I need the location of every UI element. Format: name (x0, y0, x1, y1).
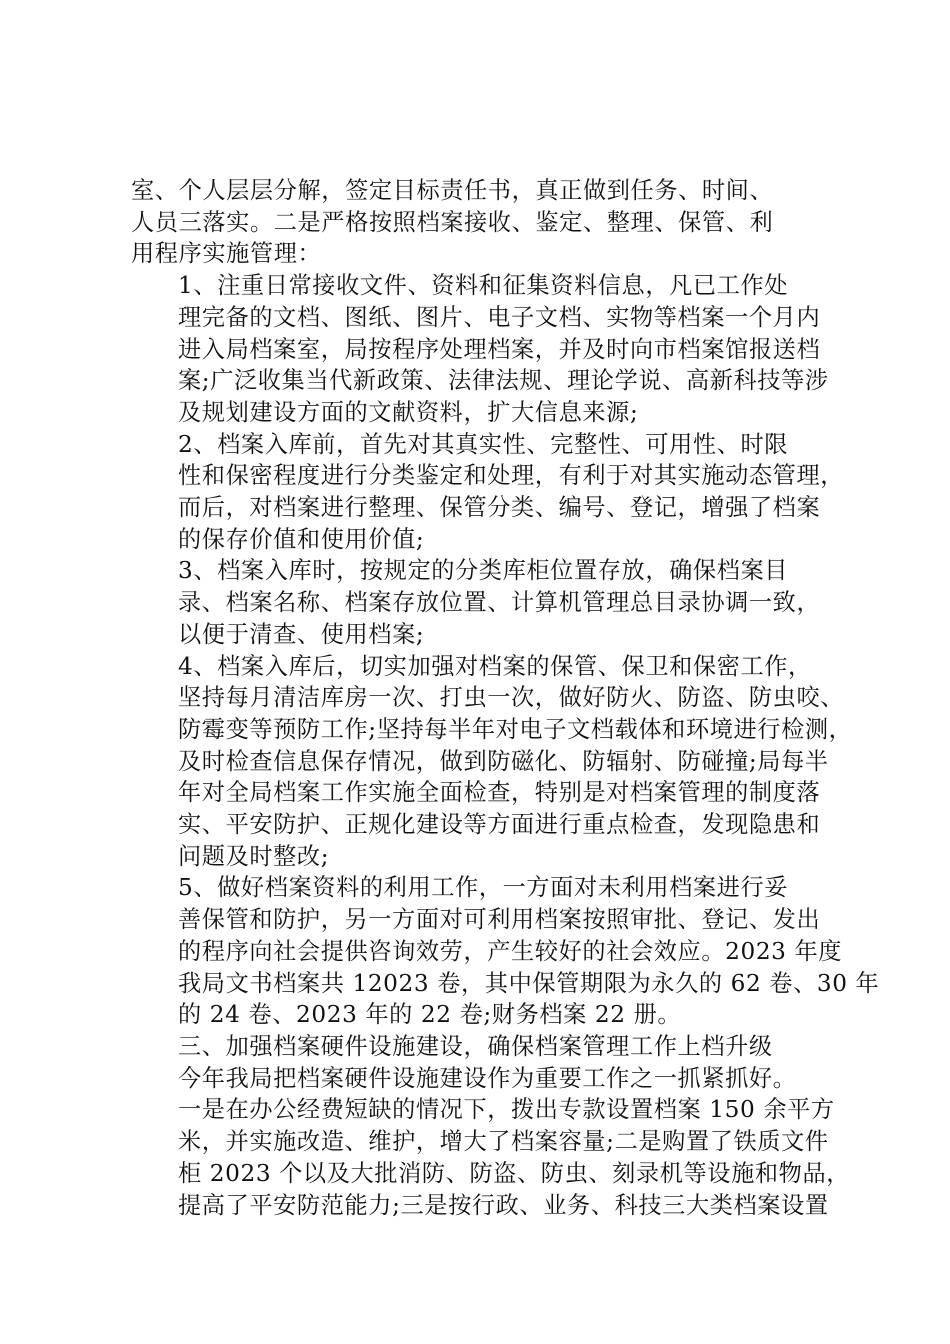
text-line: 而后，对档案进行整理、保管分类、编号、登记，增强了档案 (178, 494, 821, 522)
text-line: 理完备的文档、图纸、图片、电子文档、实物等档案一个月内 (178, 303, 821, 331)
text-line: 及规划建设方面的文献资料，扩大信息来源; (178, 398, 639, 426)
text-line: 案;广泛收集当代新政策、法律法规、理论学说、高新科技等涉 (178, 367, 829, 395)
text-line: 一是在办公经费短缺的情况下，拨出专款设置档案 150 余平方 (178, 1096, 835, 1124)
text-line: 提高了平安防范能力;三是按行政、业务、科技三大类档案设置 (178, 1191, 829, 1219)
paragraph (131, 651, 853, 873)
text-line: 防霉变等预防工作;坚持每半年对电子文档载体和环境进行检测， (178, 715, 853, 743)
text-line: 1、注重日常接收文件、资料和征集资料信息，凡已工作处 (178, 272, 789, 300)
paragraph (131, 872, 880, 1031)
text-line: 2、档案入库前，首先对其真实性、完整性、可用性、时限 (178, 430, 789, 458)
text-line: 5、做好档案资料的利用工作，一方面对未利用档案进行妥 (178, 874, 789, 902)
paragraph (131, 555, 837, 650)
text-line: 及时检查信息保存情况，做到防磁化、防辐射、防碰撞;局每半 (178, 747, 829, 775)
text-line: 的 24 卷、2023 年的 22 卷;财务档案 22 册。 (178, 1001, 682, 1029)
text-line: 用程序实施管理： (131, 240, 322, 268)
text-line: 我局文书档案共 12023 卷，其中保管期限为永久的 62 卷、30 年 (178, 969, 880, 997)
text-line: 善保管和防护，另一方面对可利用档案按照审批、登记、发出 (178, 906, 821, 934)
text-line: 录、档案名称、档案存放位置、计算机管理总目录协调一致， (178, 589, 821, 617)
text-line: 的保存价值和使用价值; (178, 525, 425, 553)
text-line: 坚持每月清洁库房一次、打虫一次，做好防火、防盗、防虫咬、 (178, 684, 845, 712)
text-line: 今年我局把档案硬件设施建设作为重要工作之一抓紧抓好。 (178, 1064, 797, 1092)
text-line: 米，并实施改造、维护，增大了档案容量;二是购置了铁质文件 (178, 1128, 829, 1156)
text-line: 三、加强档案硬件设施建设，确保档案管理工作上档升级 (178, 1032, 773, 1060)
text-line: 实、平安防护、正规化建设等方面进行重点检查，发现隐患和 (178, 811, 821, 839)
text-line: 进入局档案室，局按程序处理档案，并及时向市档案馆报送档 (178, 335, 821, 363)
paragraph (131, 1031, 837, 1063)
text-line: 3、档案入库时，按规定的分类库柜位置存放，确保档案目 (178, 557, 789, 585)
text-line: 年对全局档案工作实施全面检查，特别是对档案管理的制度落 (178, 779, 821, 807)
text-line: 4、档案入库后，切实加强对档案的保管、保卫和保密工作， (178, 652, 812, 680)
text-line: 室、个人层层分解，签定目标责任书，真正做到任务、时间、 (131, 177, 774, 204)
text-line: 柜 2023 个以及大批消防、防盗、防虫、刻录机等设施和物品， (178, 1159, 851, 1187)
paragraph (131, 270, 837, 429)
document-body (131, 175, 880, 1221)
text-line: 问题及时整改; (178, 842, 330, 870)
paragraph (131, 1063, 851, 1222)
text-line: 性和保密程度进行分类鉴定和处理，有利于对其实施动态管理， (178, 462, 845, 490)
text-line: 以便于清查、使用档案; (178, 620, 425, 648)
text-line: 人员三落实。二是严格按照档案接收、鉴定、整理、保管、利 (131, 208, 774, 236)
paragraph (131, 429, 845, 556)
paragraph (131, 175, 837, 270)
text-line: 的程序向社会提供咨询效劳，产生较好的社会效应。2023 年度 (178, 937, 843, 965)
